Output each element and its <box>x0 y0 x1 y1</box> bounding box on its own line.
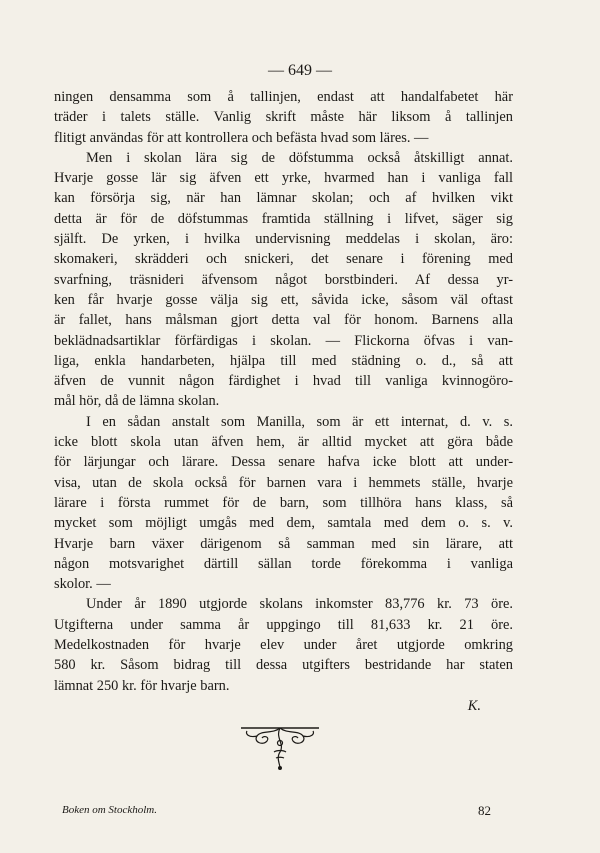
text-line: kan försörja sig, när han lämnar skolan; och af hvilken vikt <box>54 190 513 207</box>
text-line: är fallet, hans målsman gjort detta val för honom. Barnens alla <box>54 312 513 329</box>
text-line: beklädnadsartiklar förfärdigas i skolan. — Flickorna öfvas i van- <box>54 332 513 349</box>
text-line: Medelkostnaden för hvarje elev under året utgjorde omkring <box>54 637 513 654</box>
text-line: detta är för de döfstummas framtida ställning i lifvet, säger sig <box>54 210 513 227</box>
ornament-flourish-icon <box>235 722 325 772</box>
text-line: Utgifterna under samma år uppgingo till 81,633 kr. 21 öre. <box>54 616 513 633</box>
text-line: liga, enkla handarbeten, hjälpa till med städning o. d., så att <box>54 352 513 369</box>
text-line: mycket som möjligt umgås med dem, samtala med dem o. s. v. <box>54 515 513 532</box>
author-signature: K. <box>467 697 481 714</box>
text-line: skomakeri, skrädderi och snickeri, det senare i förening med <box>54 251 513 268</box>
text-line: mål hör, då de lämna skolan. <box>54 393 220 410</box>
text-line: äfven de vunnit någon färdighet i hvad till vanliga kvinnogöro- <box>54 373 513 390</box>
text-line: Hvarje barn växer därigenom så samman med sin lärare, att <box>54 535 513 552</box>
text-line: Hvarje gosse lär sig äfven ett yrke, hvarmed han i vanliga fall <box>54 170 513 187</box>
page-number: — 649 — <box>268 62 332 79</box>
article-body <box>54 87 513 716</box>
text-line: I en sådan anstalt som Manilla, som är ett internat, d. v. s. <box>86 413 513 430</box>
text-line: lämnat 250 kr. för hvarje barn. <box>54 677 230 694</box>
text-line: träder i talets ställe. Vanlig skrift måste här liksom å tallinjen <box>54 109 513 126</box>
text-line: lärare i första rummet för de barn, som tillhöra hans klass, så <box>54 494 513 511</box>
footer-sheet-number: 82 <box>478 803 491 818</box>
text-line: själft. De yrken, i hvilka undervisning meddelas i skolan, äro: <box>54 231 513 248</box>
text-line: skolor. — <box>54 576 111 593</box>
text-line: visa, utan de skola också för barnen vara i hemmets ställe, hvarje <box>54 474 513 491</box>
text-line: ken får hvarje gosse välja sig ett, såvida icke, såsom väl oftast <box>54 291 513 308</box>
text-line: ningen densamma som å tallinjen, endast att handalfabetet här <box>54 89 513 105</box>
footer-book-title: Boken om Stockholm. <box>62 804 157 816</box>
text-line: för lärjungar och lärare. Dessa senare hafva icke blott att under- <box>54 454 513 471</box>
text-line: svarfning, träsnideri äfvensom något borstbinderi. Af dessa yr- <box>54 271 513 288</box>
text-line: Under år 1890 utgjorde skolans inkomster 83,776 kr. 73 öre. <box>86 596 513 613</box>
text-line: icke blott skola utan äfven hem, är alltid mycket att göra både <box>54 434 513 451</box>
text-line: någon motsvarighet därtill sällan torde förekomma i vanliga <box>54 555 513 572</box>
text-line: Men i skolan lära sig de döfstumma också åtskilligt annat. <box>86 149 513 166</box>
text-line: flitigt användas för att kontrollera och befästa hvad som läres. — <box>54 129 429 146</box>
text-line: 580 kr. Såsom bidrag till dessa utgifters bestridande har staten <box>54 657 513 674</box>
